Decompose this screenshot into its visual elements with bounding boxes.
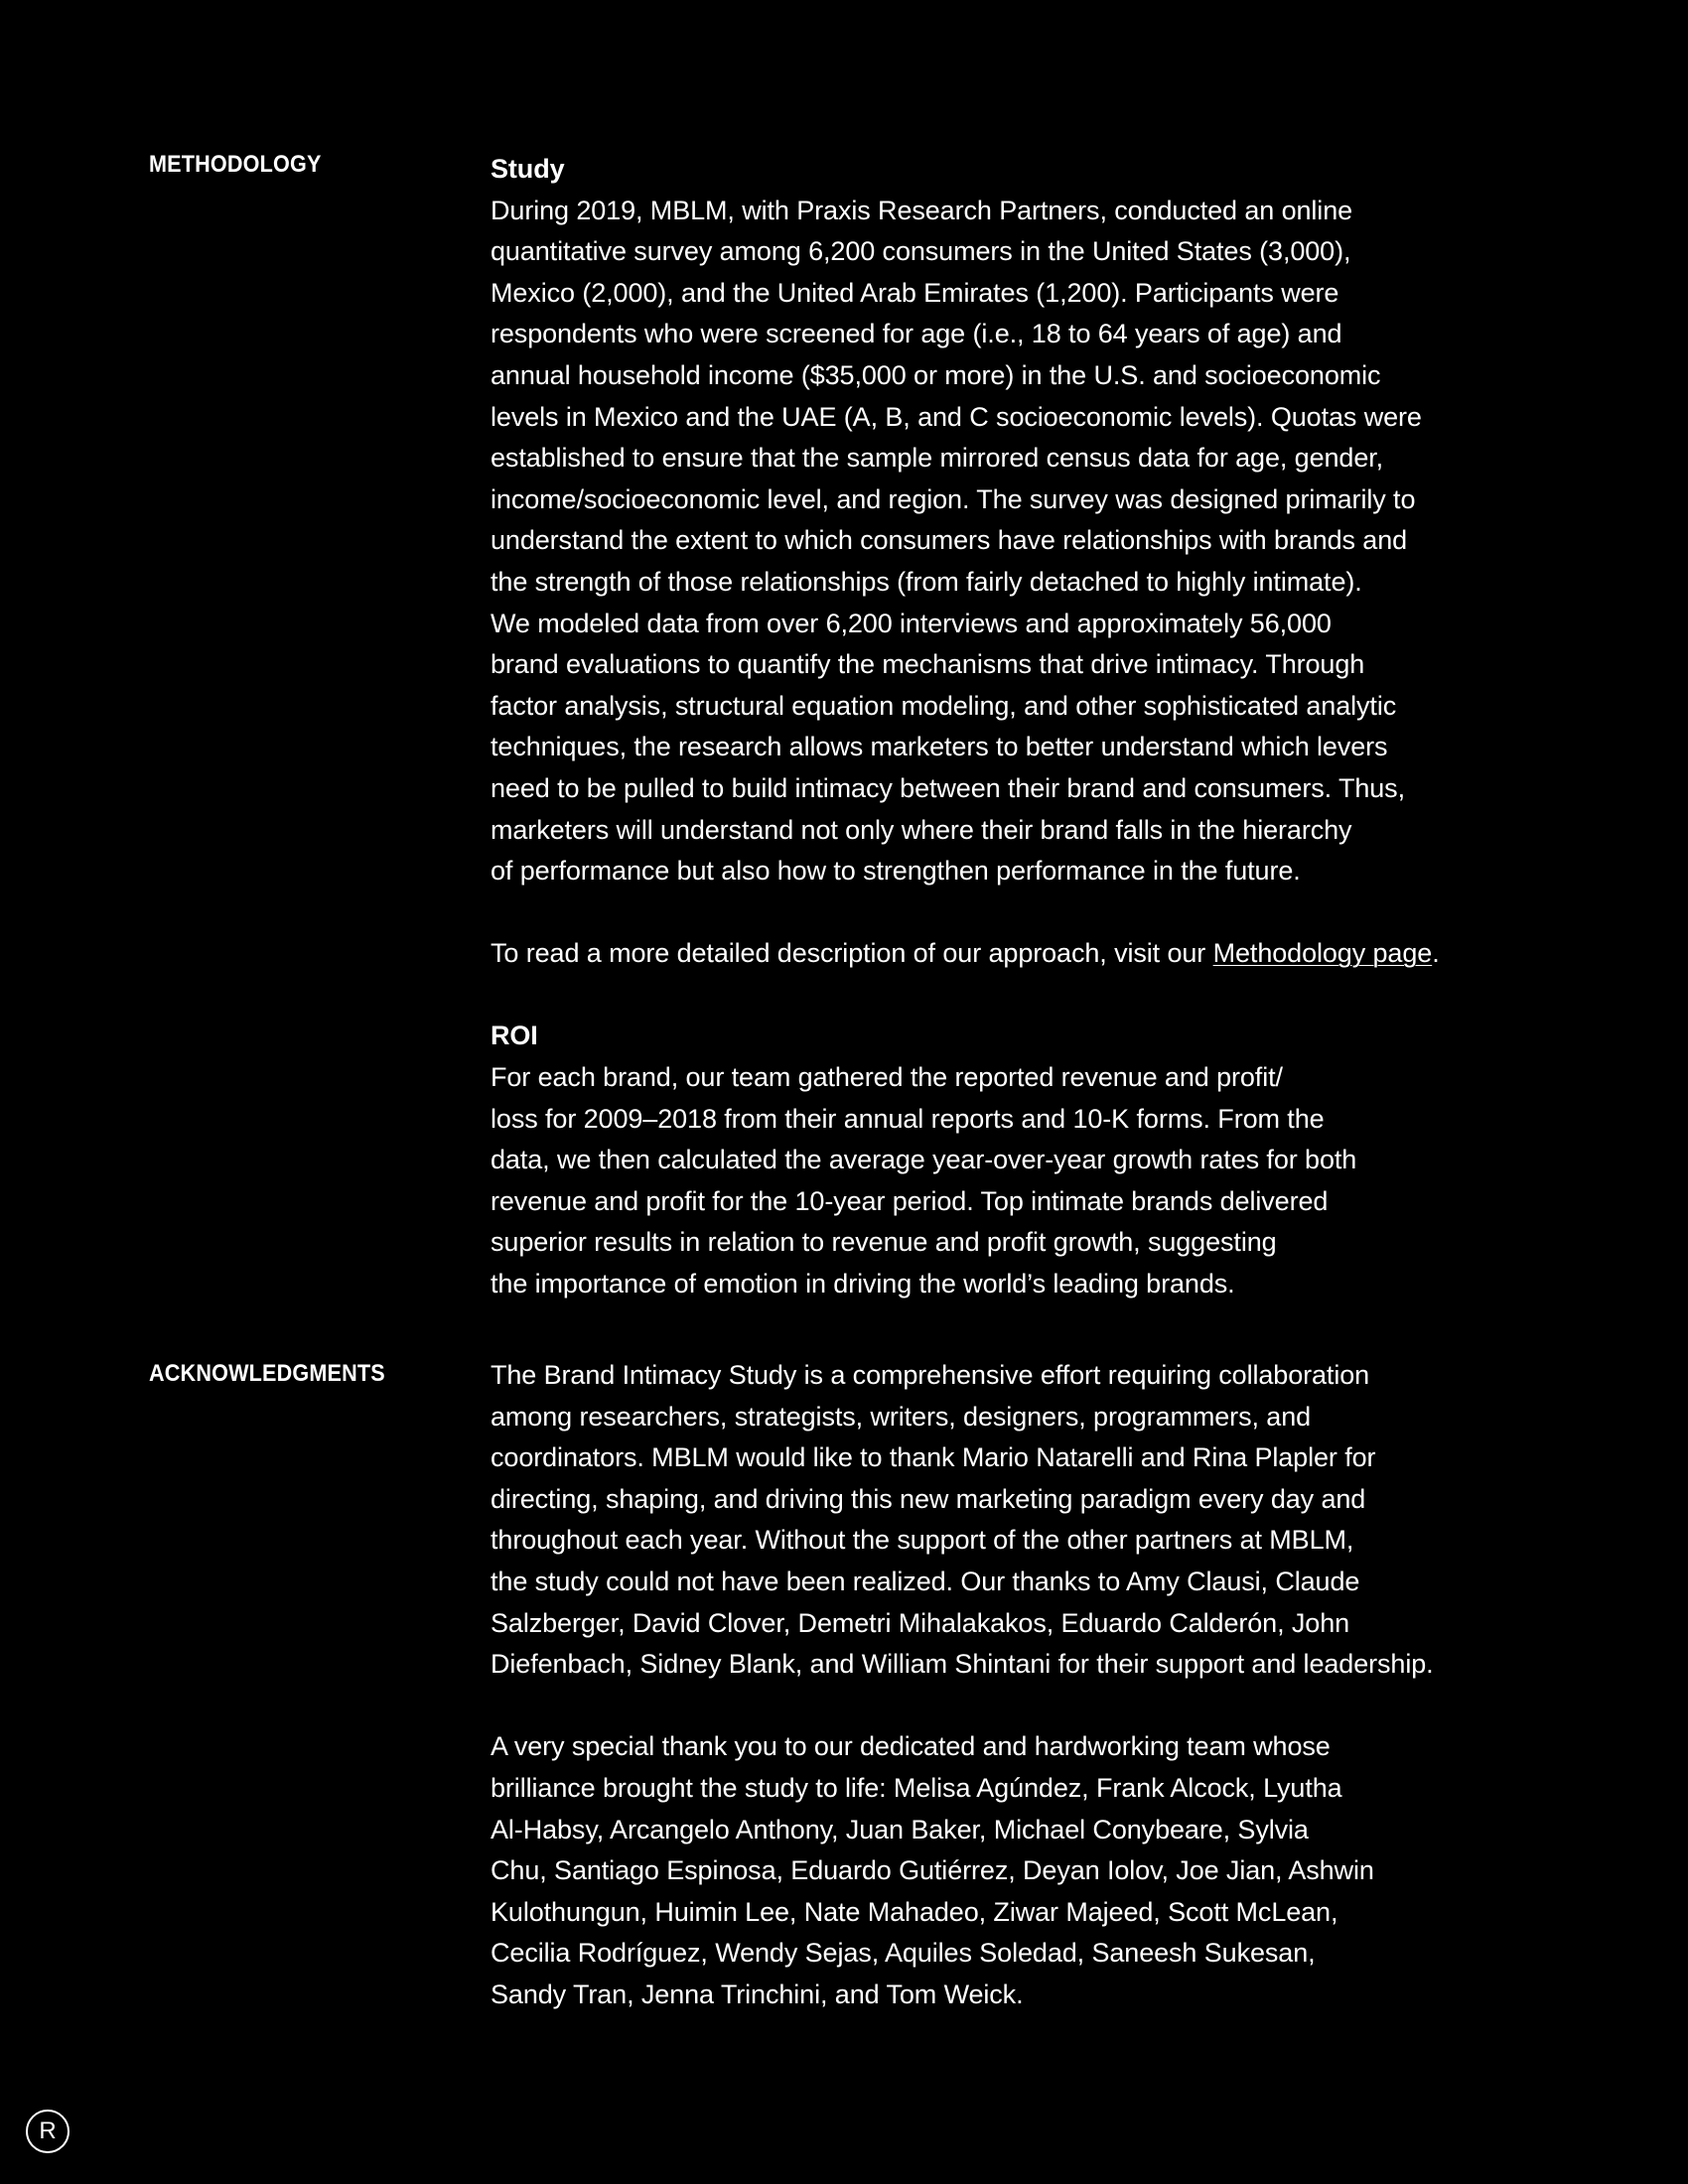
methodology-label: METHODOLOGY: [149, 151, 322, 178]
acknowledgments-content: [491, 1355, 1543, 2016]
methodology-more-paragraph: [491, 933, 1543, 975]
registered-mark-icon: R: [26, 2110, 70, 2153]
roi-body: For each brand, our team gathered the reported revenue and profit/ loss for 2009–2018 from their annual reports and 10-K forms. From the data, we then calculated the average year-over-year growth rates for both revenue and profit for the 10-year period. Top intimate brands delivered superior results in relation to revenue and profit growth, suggesting the importance of emotion in driving the world’s leading brands.: [491, 1062, 1357, 1299]
methodology-more-suffix: .: [1432, 938, 1440, 969]
roi-heading: ROI: [491, 1021, 538, 1051]
acknowledgments-label: ACKNOWLEDGMENTS: [149, 1360, 385, 1387]
acknowledgments-paragraph-1: The Brand Intimacy Study is a comprehensive effort requiring collaboration among researchers, strategists, writers, designers, programmers, and coordinators. MBLM would like to thank Mario Natarelli and Rina Plapler for directing, shaping, and driving this new marketing paradigm every day and throughout each year. Without the support of the other partners at MBLM, the study could not have been realized. Our thanks to Amy Clausi, Claude Salzberger, David Clover, Demetri Mihalakakos, Eduardo Calderón, John Diefenbach, Sidney Blank, and William Shintani for their support and leadership.: [491, 1360, 1434, 1680]
study-body: During 2019, MBLM, with Praxis Research Partners, conducted an online quantitative survey among 6,200 consumers in the United States (3,000), Mexico (2,000), and the United Arab Emirates (1,200). Participants were respondents who were screened for age (i.e., 18 to 64 years of age) and annual household income ($35,000 or more) in the U.S. and socioeconomic levels in Mexico and the UAE (A, B, and C socioeconomic levels). Quotas were established to ensure that the sample mirrored census data for age, gender, income/socioeconomic level, and region. The survey was designed primarily to understand the extent to which consumers have relationships with brands and the strength of those relationships (from fairly detached to highly intimate). We modeled data from over 6,200 interviews and approximately 56,000 brand evaluations to quantify the mechanisms that drive intimacy. Through factor analysis, structural equation modeling, and other sophisticated analytic techniques, the research allows marketers to better understand which levers need to be pulled to build intimacy between their brand and consumers. Thus, marketers will understand not only where their brand falls in the hierarchy of performance but also how to strengthen performance in the future.: [491, 195, 1422, 887]
methodology-page-link[interactable]: Methodology page: [1212, 938, 1433, 969]
acknowledgments-paragraph-2: A very special thank you to our dedicated and hardworking team whose brilliance brought the study to life: Melisa Agúndez, Frank Alcock, Lyutha Al-Habsy, Arcangelo Anthony, Juan Baker, Michael Conybeare, Sylvia Chu, Santiago Espinosa, Eduardo Gutiérrez, Deyan Iolov, Joe Jian, Ashwin Kulothungun, Huimin Lee, Nate Mahadeo, Ziwar Majeed, Scott McLean, Cecilia Rodríguez, Wendy Sejas, Aquiles Soledad, Saneesh Sukesan, Sandy Tran, Jenna Trinchini, and Tom Weick.: [491, 1731, 1374, 2009]
methodology-more-prefix: To read a more detailed description of our approach, visit our: [491, 938, 1213, 969]
methodology-content: [491, 149, 1543, 1305]
study-heading: Study: [491, 154, 565, 184]
